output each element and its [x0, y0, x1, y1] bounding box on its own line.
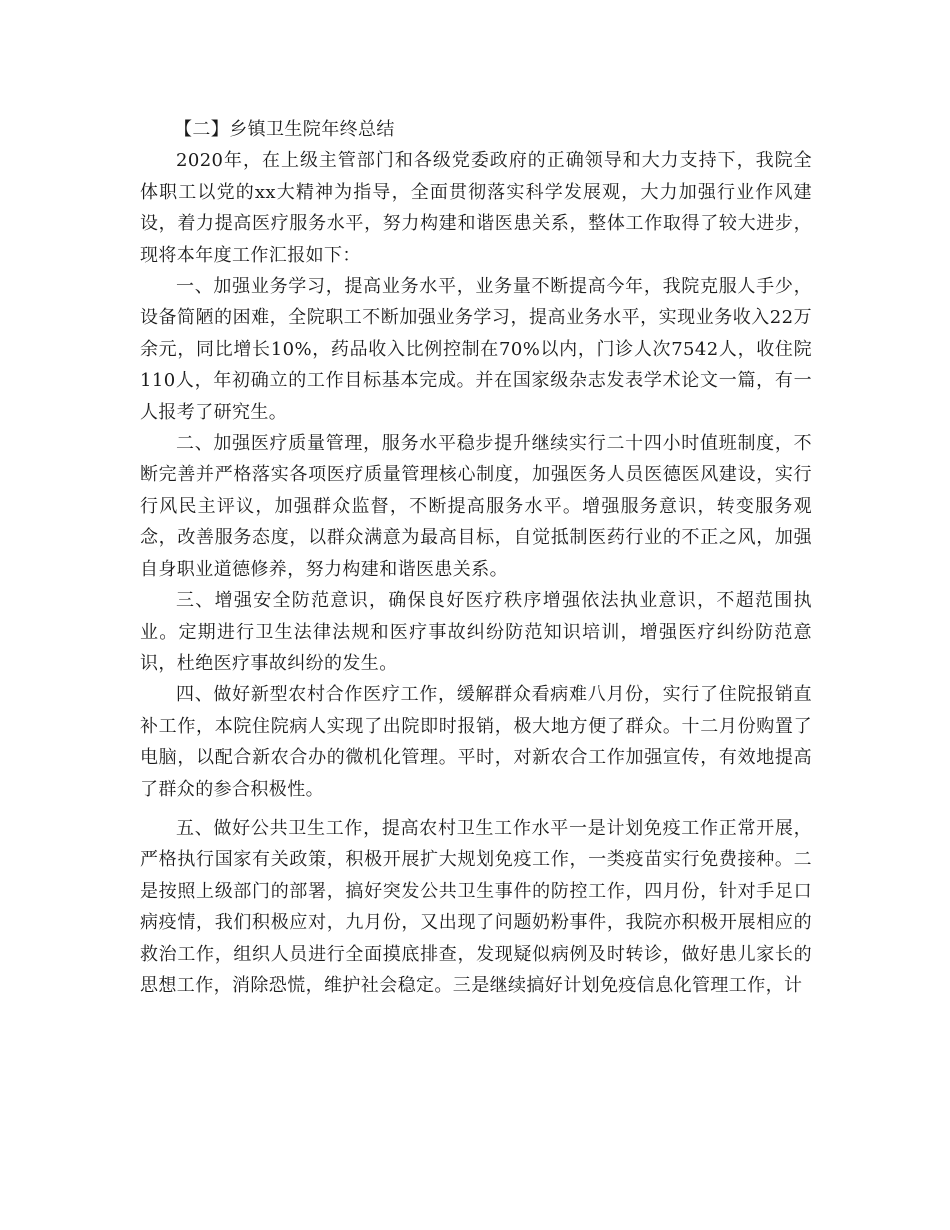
paragraph-intro: 2020年，在上级主管部门和各级党委政府的正确领导和大力支持下，我院全体职工以党的xx大精神为指导，全面贯彻落实科学发展观，大力加强行业作风建设，着力提高医疗服务水平，努力构建和谐医患关系，整体工作取得了较大进步，现将本年度工作汇报如下：	[140, 150, 812, 266]
paragraph-section-2: 二、加强医疗质量管理，服务水平稳步提升继续实行二十四小时值班制度，不断完善并严格落实各项医疗质量管理核心制度，加强医务人员医德医风建设，实行行风民主评议，加强群众监督，不断提高服务水平。增强服务意识，转变服务观念，改善服务态度，以群众满意为最高目标，自觉抵制医药行业的不正之风，加强自身职业道德修养，努力构建和谐医患关系。	[140, 433, 812, 580]
document-title: 【二】乡镇卫生院年终总结	[174, 119, 395, 140]
document-body	[140, 114, 812, 1001]
paragraph-section-1: 一、加强业务学习，提高业务水平，业务量不断提高今年，我院克服人手少，设备简陋的困难，全院职工不断加强业务学习，提高业务水平，实现业务收入22万余元，同比增长10%，药品收入比例控制在70%以内，门诊人次7542人，收住院110人，年初确立的工作目标基本完成。并在国家级杂志发表学术论文一篇，有一人报考了研究生。	[140, 276, 812, 423]
paragraph-section-3: 三、增强安全防范意识，确保良好医疗秩序增强依法执业意识，不超范围执业。定期进行卫生法律法规和医疗事故纠纷防范知识培训，增强医疗纠纷防范意识，杜绝医疗事故纠纷的发生。	[140, 590, 812, 674]
paragraph-section-4: 四、做好新型农村合作医疗工作，缓解群众看病难八月份，实行了住院报销直补工作，本院住院病人实现了出院即时报销，极大地方便了群众。十二月份购置了电脑，以配合新农合办的微机化管理。平时，对新农合工作加强宣传，有效地提高了群众的参合积极性。	[140, 684, 812, 800]
paragraph-section-5: 五、做好公共卫生工作，提高农村卫生工作水平一是计划免疫工作正常开展，严格执行国家有关政策，积极开展扩大规划免疫工作，一类疫苗实行免费接种。二是按照上级部门的部署，搞好突发公共卫生事件的防控工作，四月份，针对手足口病疫情，我们积极应对，九月份，又出现了问题奶粉事件，我院亦积极开展相应的救治工作，组织人员进行全面摸底排查，发现疑似病例及时转诊，做好患儿家长的思想工作，消除恐慌，维护社会稳定。三是继续搞好计划免疫信息化管理工作，计	[140, 817, 812, 996]
